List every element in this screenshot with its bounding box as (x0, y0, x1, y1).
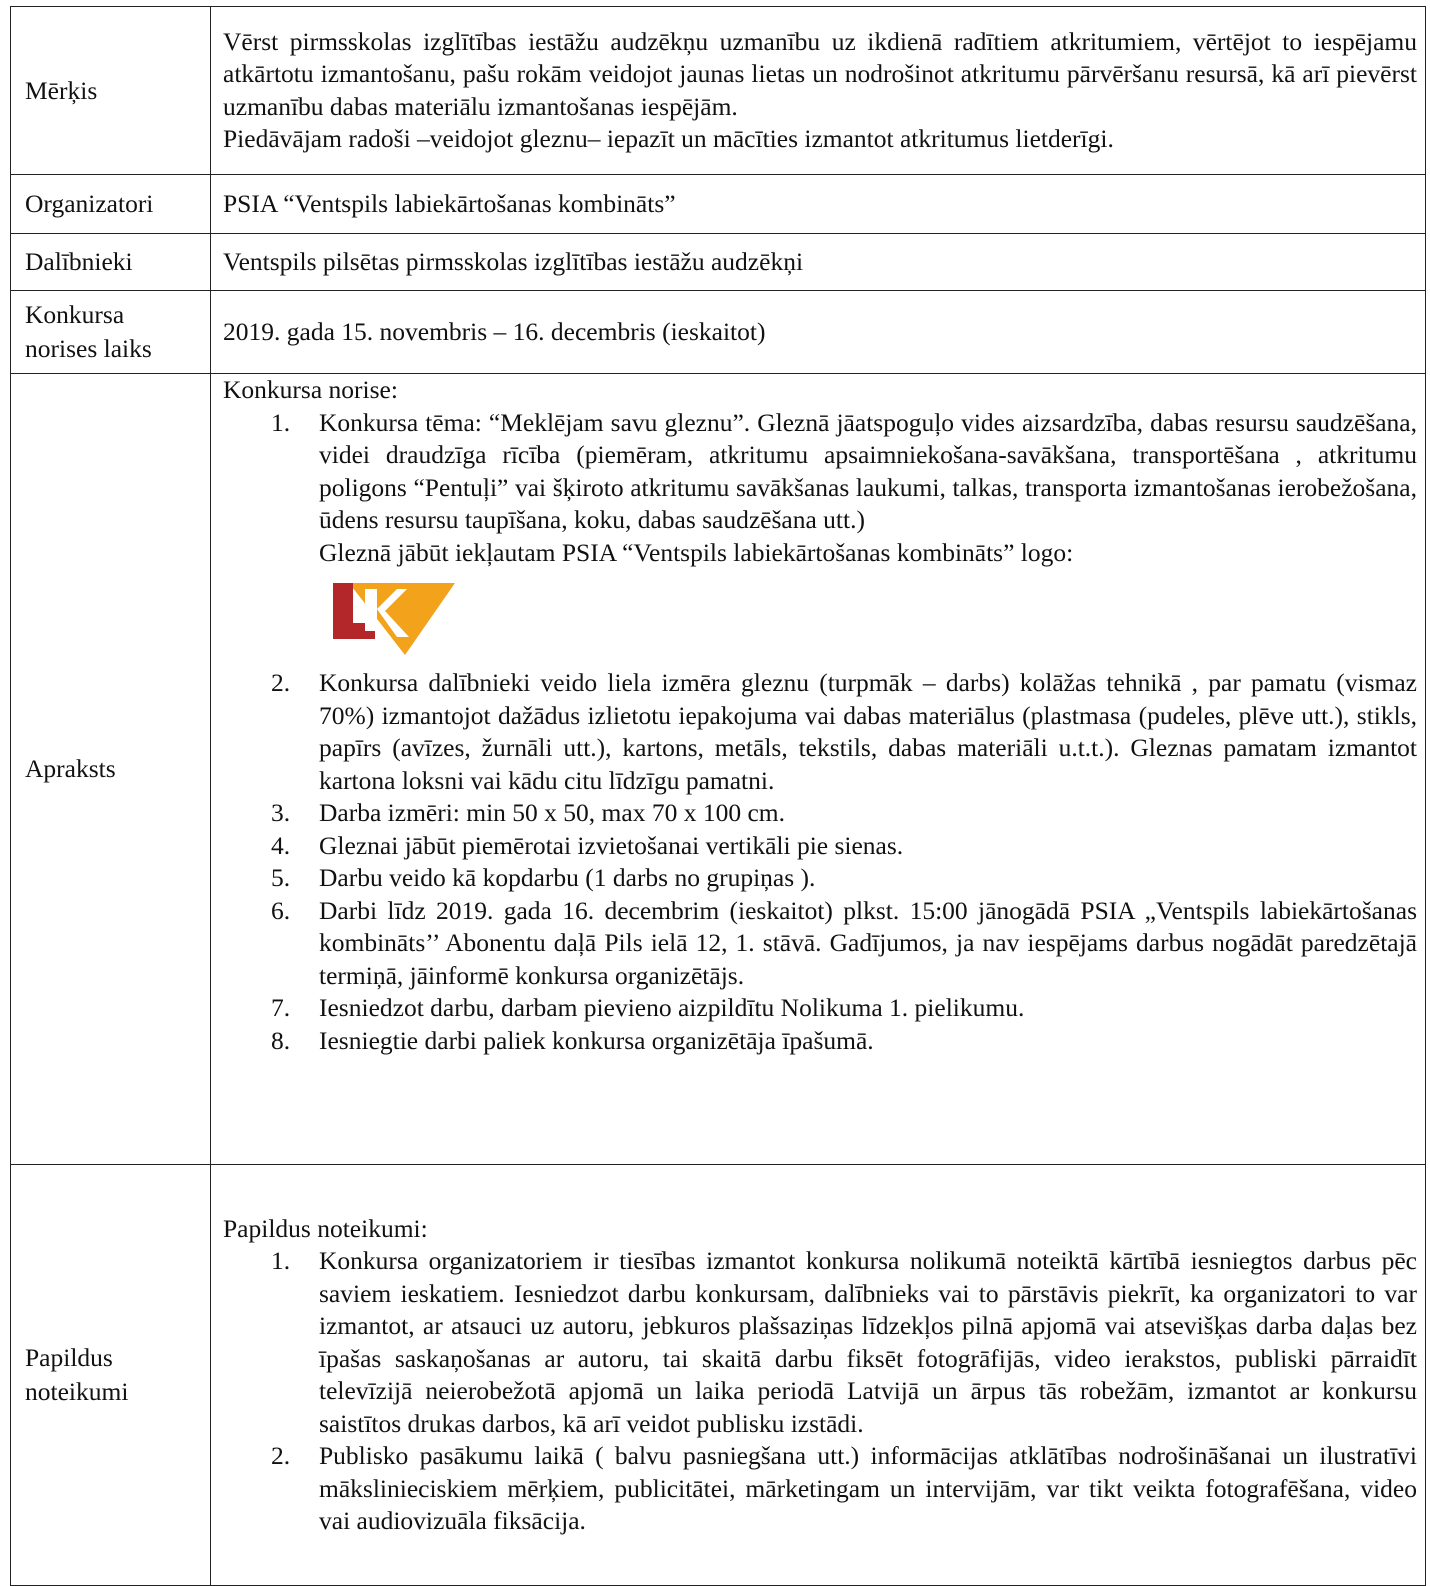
row-dalibnieki (11, 234, 1426, 291)
papildus-heading: Papildus noteikumi: (223, 1213, 428, 1243)
row-merkis (11, 7, 1426, 175)
papildus-items (223, 1245, 1417, 1538)
item-text: Konkursa tēma: “Meklējam savu gleznu”. Gleznā jāatspoguļo vides aizsardzība, dabas resursu saudzēšana, videi draudzīga rīcība (piemēram, atkritumu apsaimniekošana-savākšana, transportēšana , atkritumu poligons “Pentuļi” vai šķiroto atkritumu savākšanas laukumi, talkas, transporta izmantošanas ierobežošana, ūdens resursu taupīšana, koku, dabas saudzēšana utt.) (319, 407, 1417, 534)
label-line-1: Konkursa (25, 300, 125, 329)
merkis-text-2: Piedāvājam radoši –veidojot gleznu– iepazīt un mācīties izmantot atkritumus lietderīgi. (223, 124, 1114, 153)
item-number: 3. (271, 798, 291, 827)
item-text: Publisko pasākumu laikā ( balvu pasniegšana utt.) informācijas atklātības nodrošināšanai un ilustratīvi mākslinieciskiem mērķiem, publicitātei, mārketingam un intervijām, var tikt veikta fotografēšana, video vai audiovizuāla fiksācija. (319, 1441, 1417, 1535)
item-text: Konkursa dalībnieki veido liela izmēra gleznu (turpmāk – darbs) kolāžas tehnikā , par pamatu (vismaz 70%) izmantojot dažādus izlietotu iepakojuma vai dabas materiālus (plastmasa (pudeles, plēve utt.), stikls, papīrs (avīzes, žurnāli utt.), kartons, metāls, tekstils, dabas materiāli u.t.t.). Gleznas pamatam izmantot kartona loksni vai kādu citu līdzīgu pamatni. (319, 668, 1417, 795)
item-text: Konkursa organizatoriem ir tiesības izmantot konkursa nolikumā noteiktā kārtībā iesniegtos darbus pēc saviem ieskatiem. Iesniedzot darbu konkursam, dalībnieks vai to pārstāvis piekrīt, ka organizatori to var izmantot, ar atsauci uz autoru, jebkuros plašsaziņas līdzekļos pilnā apjomā vai atsevišķas darba daļas bez īpašas saskaņošanas ar autoru, tai skaitā darbu fiksēt fotogrāfijās, video ierakstos, publiski pārraidīt televīzijā neierobežotā apjomā un laika periodā Latvijā un ārpus tās robežām, izmantot ar konkursu saistītos drukas darbos, kā arī veidot publisku izstādi. (319, 1246, 1417, 1438)
item-text: Iesniegtie darbi paliek konkursa organizētāja īpašumā. (319, 1025, 874, 1055)
cell-papildus (211, 1165, 1426, 1586)
row-organizatori (11, 175, 1426, 234)
rules-table (10, 6, 1426, 1586)
list-item (223, 1025, 1417, 1058)
item-number: 2. (271, 1441, 291, 1470)
label-apraksts: Apraksts (11, 374, 211, 1165)
item-number: 8. (271, 1025, 291, 1055)
cell-merkis (211, 7, 1426, 175)
lk-logo (327, 575, 457, 657)
label-organizatori: Organizatori (11, 175, 211, 234)
item-number: 7. (271, 993, 291, 1022)
list-item (223, 895, 1417, 993)
label-dalibnieki: Dalībnieki (11, 234, 211, 291)
list-item (223, 830, 1417, 863)
list-item (223, 1245, 1417, 1440)
apraksts-list (223, 407, 1417, 537)
label-norises-laiks (11, 291, 211, 374)
row-norises-laiks (11, 291, 1426, 374)
item-text: Darbi līdz 2019. gada 16. decembrim (ieskaitot) plkst. 15:00 jānogādā PSIA „Ventspils labiekārtošanas kombināts’’ Abonentu daļā Pils ielā 12, 1. stāvā. Gadījumos, ja nav iespējams darbus nogādāt paredzētajā termiņā, jāinformē konkursa organizētājs. (319, 895, 1417, 990)
cell-apraksts (211, 374, 1426, 1165)
norises-laiks-text: 2019. gada 15. novembris – 16. decembris (ieskaitot) (211, 291, 1426, 374)
merkis-text: Vērst pirmsskolas izglītības iestāžu audzēkņu uzmanību uz ikdienā radītiem atkritumiem, vērtējot to iespējamu atkārtotu izmantošanu, pašu rokām veidojot jaunas lietas un nodrošinot atkritumu pārvēršanu resursā, kā arī pievērst uzmanību dabas materiālu izmantošanas iespējām. (223, 26, 1417, 121)
row-papildus-noteikumi (11, 1165, 1426, 1586)
label-line-2: norises laiks (25, 334, 152, 363)
apraksts-items (223, 667, 1417, 1057)
logo-k-stem (365, 589, 377, 631)
dalibnieki-text: Ventspils pilsētas pirmsskolas izglītības iestāžu audzēkņi (211, 234, 1426, 291)
label-line-2: noteikumi (25, 1377, 129, 1406)
label-papildus (11, 1165, 211, 1586)
item-number: 5. (271, 863, 291, 892)
item-number: 1. (271, 407, 291, 437)
row-apraksts (11, 374, 1426, 1165)
label-merkis: Mērķis (11, 7, 211, 175)
list-item (223, 667, 1417, 797)
list-item (223, 407, 1417, 537)
item-number: 1. (271, 1246, 291, 1275)
item-text: Gleznai jābūt piemērotai izvietošanai vertikāli pie sienas. (319, 830, 904, 860)
item-text: Iesniedzot darbu, darbam pievieno aizpildītu Nolikuma 1. pielikumu. (319, 993, 1025, 1022)
item-number: 6. (271, 895, 291, 925)
apraksts-heading: Konkursa norise: (223, 375, 398, 404)
item-text: Darba izmēri: min 50 x 50, max 70 x 100 cm. (319, 798, 785, 827)
label-line-1: Papildus (25, 1343, 113, 1372)
item-text: Darbu veido kā kopdarbu (1 darbs no grupiņas ). (319, 863, 816, 892)
organizatori-text: PSIA “Ventspils labiekārtošanas kombināts” (211, 175, 1426, 234)
list-item (223, 992, 1417, 1025)
logo-note: Gleznā jābūt iekļautam PSIA “Ventspils labiekārtošanas kombināts” logo: (319, 537, 1074, 567)
list-item (223, 862, 1417, 895)
list-item (223, 1440, 1417, 1538)
logo-text: LK (327, 575, 329, 576)
item-number: 2. (271, 668, 291, 697)
item-number: 4. (271, 830, 291, 860)
list-item (223, 797, 1417, 830)
